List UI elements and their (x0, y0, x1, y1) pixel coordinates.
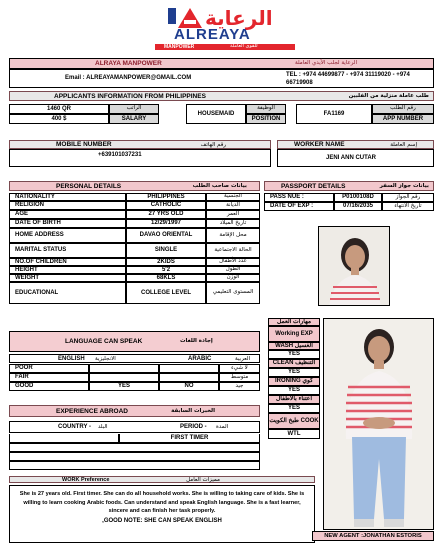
worker-fullbody-photo (323, 318, 434, 530)
language-level: GOOD (9, 382, 89, 391)
worker-value: JENI ANN CUTAR (326, 155, 377, 161)
company-name-en: ALRAYA MANPOWER (95, 60, 162, 67)
personal-value: DAVAO ORIENTAL (126, 228, 206, 243)
language-english-value (89, 373, 159, 382)
position-value: HOUSEMAID (186, 104, 246, 124)
personal-value: PHILIPPINES (126, 193, 206, 201)
fullbody-photo-icon (324, 319, 434, 530)
passport-title: PASSPORT DETAILS (281, 182, 346, 190)
lang-english-label-ar: الانجليزية (95, 356, 116, 362)
personal-value: 2KIDS (126, 258, 206, 266)
mobile-label: MOBILE NUMBER (56, 141, 112, 148)
personal-label: NO.OF CHILDREN (9, 258, 126, 266)
personal-label-ar: الجنسية (206, 193, 260, 201)
personal-label-ar: عدد الأطفال (206, 258, 260, 266)
personal-label: MARITAL STATUS (9, 243, 126, 258)
personal-label-ar: المستوى التعليمي (206, 282, 260, 304)
experience-title-bar (9, 405, 260, 417)
personal-label: WEIGHT (9, 274, 126, 282)
skill-value: YES (268, 386, 320, 395)
experience-country-ar: البلد (98, 424, 108, 430)
passport-exp-label: DATE OF EXP : (264, 202, 334, 211)
experience-period-label: PERIOD - (180, 424, 207, 430)
personal-title-ar: بيانات صاحب الطلب (192, 183, 247, 189)
passport-no-ar: رقم الجواز (382, 193, 434, 202)
logo-english: ALREAYA (174, 26, 251, 43)
language-level-ar: جيد (219, 382, 260, 391)
personal-label: EDUCATIONAL (9, 282, 126, 304)
preference-title-bar (9, 476, 315, 483)
language-english-value: YES (89, 382, 159, 391)
personal-value: 12/29/1997 (126, 219, 206, 228)
language-level-ar: متوسط (219, 373, 260, 382)
personal-label-ar: العمر (206, 210, 260, 219)
contact-bar (9, 69, 434, 88)
personal-label-ar: محل الإقامة (206, 228, 260, 243)
experience-title-ar: الخبرات السابقة (171, 408, 215, 414)
language-title-ar: إجادة اللغات (180, 338, 213, 344)
personal-label-ar: الديانة (206, 201, 260, 210)
worker-label-ar: إسم العاملة (390, 141, 417, 148)
language-english-value (89, 364, 159, 373)
personal-value: 27 YRS OLD (126, 210, 206, 219)
position-label-ar: الوظيفة (246, 104, 286, 114)
experience-period-ar: المدة (216, 424, 229, 430)
experience-empty-row (9, 443, 260, 452)
app-number-value: FA1169 (296, 104, 372, 124)
preference-title-ar: مميزات العامل (186, 476, 220, 483)
passport-no-label: PASS NUE : (264, 193, 334, 202)
preference-title: WORK Preference (62, 476, 110, 483)
company-logo (150, 6, 300, 51)
mobile-value-box (9, 149, 271, 167)
personal-label-ar: تاريخ الميلاد (206, 219, 260, 228)
personal-label: AGE (9, 210, 126, 219)
personal-value: 5'2 (126, 266, 206, 274)
experience-empty-row (9, 452, 260, 461)
language-arabic-value: NO (159, 382, 219, 391)
preference-text-box (9, 485, 315, 543)
experience-empty-row (9, 461, 260, 470)
language-header-row (9, 354, 260, 363)
skill-label: Working EXP (268, 326, 320, 342)
skill-label: اعتناء بالأطفال (268, 395, 320, 404)
skill-value: YES (268, 368, 320, 377)
personal-label-ar: الطول (206, 266, 260, 274)
skill-value: YES (268, 404, 320, 413)
skill-value: YES (268, 350, 320, 359)
personal-value: CATHOLIC (126, 201, 206, 210)
experience-header-row (9, 421, 260, 433)
preference-text: She is 27 years old. First timer. She can do all household works. She is willing to taking care of kids. She is willing to learn cooking Arabic foods. Can understand and speak English language. She is a fast learner, sincere and can finish her task properly. (19, 491, 305, 515)
worker-label: WORKER NAME (294, 141, 345, 148)
personal-value: SINGLE (126, 243, 206, 258)
worker-headshot (318, 226, 390, 306)
applicants-title-bar (9, 91, 434, 101)
skill-label: CLEAN التنظيف (268, 359, 320, 368)
salary-label: SALARY (109, 114, 159, 124)
mobile-label-ar: رقم الهاتف (200, 141, 226, 148)
skill-label: IRONING كوي (268, 377, 320, 386)
language-arabic-value (159, 373, 219, 382)
experience-country (9, 434, 119, 443)
personal-title: PERSONAL DETAILS (56, 182, 122, 190)
passport-title-ar: بيانات جواز السفر (379, 183, 429, 189)
lang-arabic-label-ar: العربية (235, 356, 251, 362)
language-level-ar: لا شيء (219, 364, 260, 373)
worker-value-box (277, 149, 434, 167)
headshot-photo-icon (319, 227, 390, 306)
mobile-value: +639101037231 (98, 152, 142, 158)
app-number-label-ar: رقم الطلب (372, 104, 434, 114)
language-level: FAIR (9, 373, 89, 382)
passport-no-value: P0100108D (334, 193, 382, 202)
company-name-bar (9, 58, 434, 69)
preference-note: ,GOOD NOTE: SHE CAN SPEAK ENGLISH (102, 517, 222, 524)
personal-label: DATE OF BIRTH (9, 219, 126, 228)
passport-title-bar (264, 181, 434, 191)
language-level: POOR (9, 364, 89, 373)
personal-value: COLLEGE LEVEL (126, 282, 206, 304)
experience-period: FIRST TIMER (119, 434, 260, 443)
personal-label: NATIONALITY (9, 193, 126, 201)
salary-label-ar: الراتب (109, 104, 159, 114)
lang-english-label: ENGLISH (58, 356, 85, 362)
agent-label: NEW AGENT :JONATHAN ESTORIS (324, 533, 422, 539)
personal-label-ar: الوزن (206, 274, 260, 282)
personal-label: RELIGION (9, 201, 126, 210)
experience-country-label: COUNTRY - (58, 424, 91, 430)
personal-label: HEIGHT (9, 266, 126, 274)
applicants-title: APPLICANTS INFORMATION FROM PHILIPPINES (54, 92, 206, 100)
company-name-ar: الرعاية لجلب الأيدي العاملة (295, 60, 358, 66)
worker-label-bar (277, 140, 434, 149)
personal-label: HOME ADDRESS (9, 228, 126, 243)
skill-label: مهارات العمل (268, 318, 320, 326)
passport-exp-value: 07/16/2035 (334, 202, 382, 211)
logo-arabic: الرعاية (205, 6, 273, 30)
lang-arabic-label: ARABIC (188, 356, 212, 362)
logo-sub: MANPOWER (164, 44, 195, 50)
language-title-box (9, 331, 260, 352)
language-arabic-value (159, 364, 219, 373)
agent-bar (312, 531, 434, 541)
salary-usd: 400 $ (9, 114, 109, 124)
personal-value: 68KLS (126, 274, 206, 282)
app-number-label: APP NUMBER (372, 114, 434, 124)
skill-value: WTL (268, 429, 320, 439)
email-text: Email : ALREAYAMANPOWER@GMAIL.COM (65, 75, 192, 81)
personal-title-bar (9, 181, 260, 191)
tel-text: TEL : +974 44699877 - +974 31119020 - +974 66719908 (286, 72, 410, 87)
mobile-label-bar (9, 140, 271, 149)
experience-title: EXPERIENCE ABROAD (56, 407, 128, 415)
applicants-title-ar: طلب عاملة منزلية من الفلبين (348, 93, 429, 99)
skill-label: طبخ الكويت COOK (268, 413, 320, 429)
skill-label: WASH الغسيل (268, 342, 320, 350)
salary-qr: 1460 QR (9, 104, 109, 114)
logo-sub-arabic: للقوى العاملة (230, 43, 258, 49)
passport-exp-ar: تاريخ الانتهاء (382, 202, 434, 211)
language-title: LANGUAGE CAN SPEAK (65, 338, 143, 345)
position-label: POSITION (246, 114, 286, 124)
personal-label-ar: الحالة الاجتماعية (206, 243, 260, 258)
